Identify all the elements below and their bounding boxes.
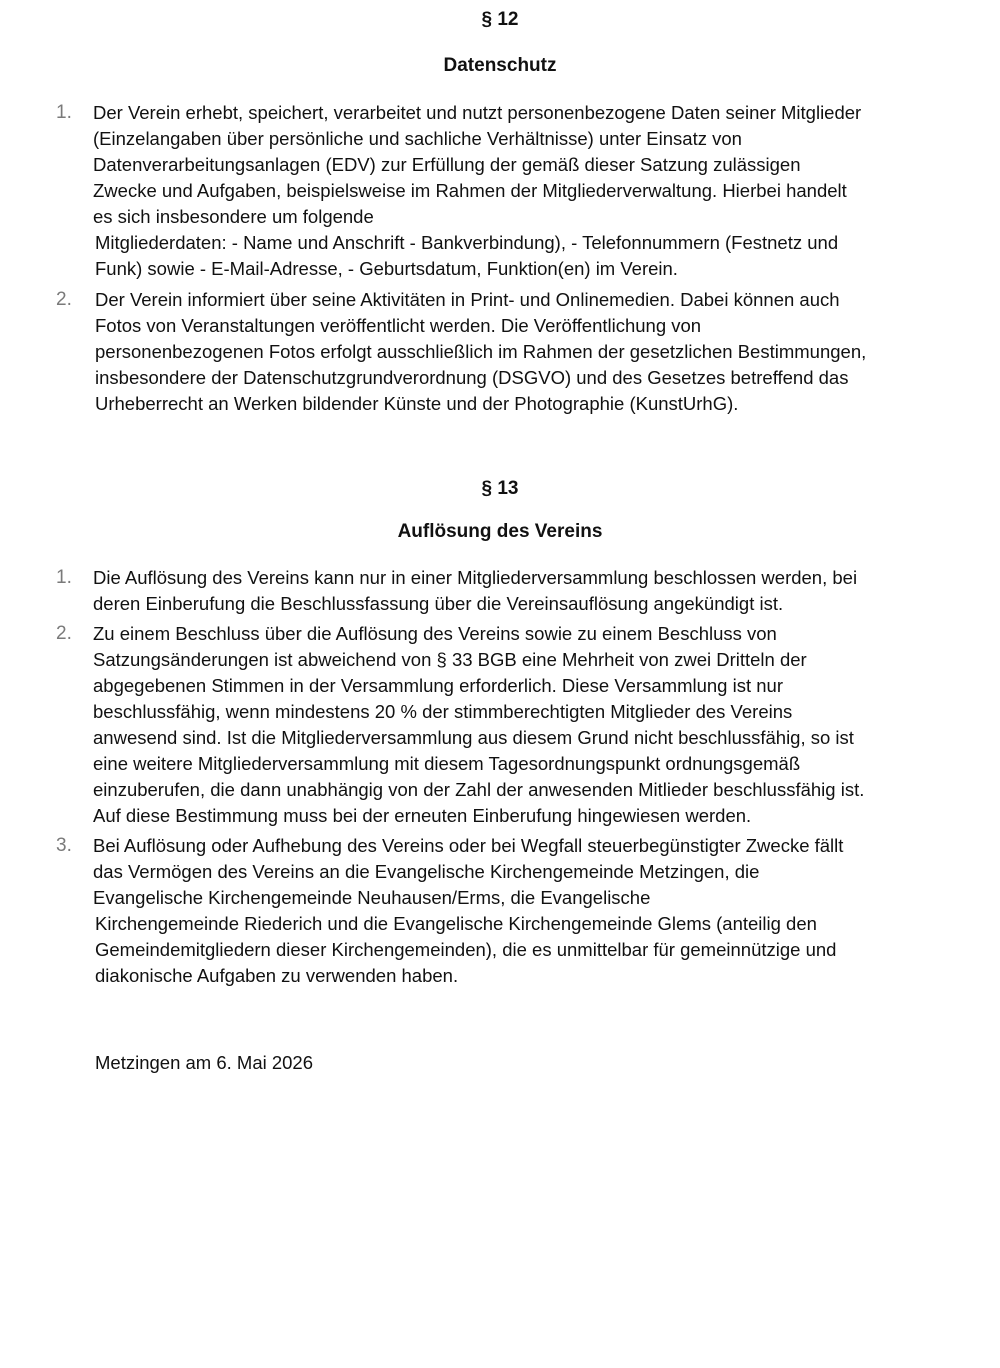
text-line: Kirchengemeinde Riederich und die Evangelische Kirchengemeinde Glems (anteilig den	[95, 913, 817, 934]
text-line: Mitgliederdaten: - Name und Anschrift - Bankverbindung), - Telefonnummern (Festnetz und	[95, 232, 839, 253]
text-line: Gemeindemitgliedern dieser Kirchengemeinden), die es unmittelbar für gemeinnützige und	[95, 939, 837, 960]
text-line: Der Verein informiert über seine Aktivitäten in Print- und Onlinemedien. Dabei können auch	[95, 289, 840, 310]
text-line: Die Auflösung des Vereins kann nur in einer Mitgliederversammlung beschlossen werden, bei	[93, 567, 858, 588]
text-line: Funk) sowie - E-Mail-Adresse, - Geburtsdatum, Funktion(en) im Verein.	[95, 258, 678, 279]
text-line: Der Verein erhebt, speichert, verarbeitet und nutzt personenbezogene Daten seiner Mitglieder	[93, 102, 862, 123]
text-line: Urheberrecht an Werken bildender Künste und der Photographie (KunstUrhG).	[95, 393, 739, 414]
section-13-item-3-text	[93, 833, 948, 989]
text-line: (Einzelangaben über persönliche und sachliche Verhältnisse) unter Einsatz von	[93, 128, 742, 149]
text-line: Bei Auflösung oder Aufhebung des Vereins oder bei Wegfall steuerbegünstigter Zwecke fällt	[93, 835, 844, 856]
section-12-item-1-text	[93, 100, 948, 282]
section-12-item-2-text	[93, 287, 948, 417]
text-line: das Vermögen des Vereins an die Evangelische Kirchengemeinde Metzingen, die	[93, 861, 760, 882]
section-13-item-2-number: 2.	[56, 623, 72, 644]
text-line: beschlussfähig, wenn mindestens 20 % der stimmberechtigten Mitglieder des Vereins	[93, 701, 793, 722]
section-13-item-1-number: 1.	[56, 567, 72, 588]
text-line: deren Einberufung die Beschlussfassung über die Vereinsauflösung angekündigt ist.	[93, 593, 784, 614]
section-12-number: § 12	[481, 9, 519, 30]
section-13-item-2-text	[93, 621, 948, 829]
text-line: Fotos von Veranstaltungen veröffentlicht werden. Die Veröffentlichung von	[95, 315, 702, 336]
section-13-item-3-number: 3.	[56, 835, 72, 856]
section-12-item-1-number: 1.	[56, 102, 72, 123]
section-13-item-1-text	[93, 565, 948, 617]
text-line: personenbezogenen Fotos erfolgt ausschließlich im Rahmen der gesetzlichen Bestimmungen,	[95, 341, 867, 362]
text-line: Auf diese Bestimmung muss bei der erneuten Einberufung hingewiesen werden.	[93, 805, 752, 826]
text-line: einzuberufen, die dann unabhängig von der Zahl der anwesenden Mitlieder beschlussfähig ist.	[93, 779, 865, 800]
signature-place-date: Metzingen am 6. Mai 2026	[95, 1052, 314, 1073]
text-line: diakonische Aufgaben zu verwenden haben.	[95, 965, 459, 986]
text-line: eine weitere Mitgliederversammlung mit diesem Tagesordnungspunkt ordnungsgemäß	[93, 753, 801, 774]
text-line: Zu einem Beschluss über die Auflösung des Vereins sowie zu einem Beschluss von	[93, 623, 777, 644]
text-line: insbesondere der Datenschutzgrundverordnung (DSGVO) und des Gesetzes betreffend das	[95, 367, 849, 388]
text-line: es sich insbesondere um folgende	[93, 206, 374, 227]
section-13-title: Auflösung des Vereins	[397, 521, 603, 542]
text-line: Satzungsänderungen ist abweichend von § 33 BGB eine Mehrheit von zwei Dritteln der	[93, 649, 807, 670]
text-line: Datenverarbeitungsanlagen (EDV) zur Erfüllung der gemäß dieser Satzung zulässigen	[93, 154, 801, 175]
section-13-number: § 13	[481, 478, 519, 499]
section-12-item-2-number: 2.	[56, 289, 72, 310]
text-line: Evangelische Kirchengemeinde Neuhausen/Erms, die Evangelische	[93, 887, 651, 908]
text-line: anwesend sind. Ist die Mitgliederversammlung aus diesem Grund nicht beschlussfähig, so ist	[93, 727, 854, 748]
text-line: Zwecke und Aufgaben, beispielsweise im Rahmen der Mitgliederverwaltung. Hierbei handelt	[93, 180, 847, 201]
section-12-title: Datenschutz	[443, 55, 557, 76]
text-line: abgegebenen Stimmen in der Versammlung erforderlich. Diese Versammlung ist nur	[93, 675, 783, 696]
